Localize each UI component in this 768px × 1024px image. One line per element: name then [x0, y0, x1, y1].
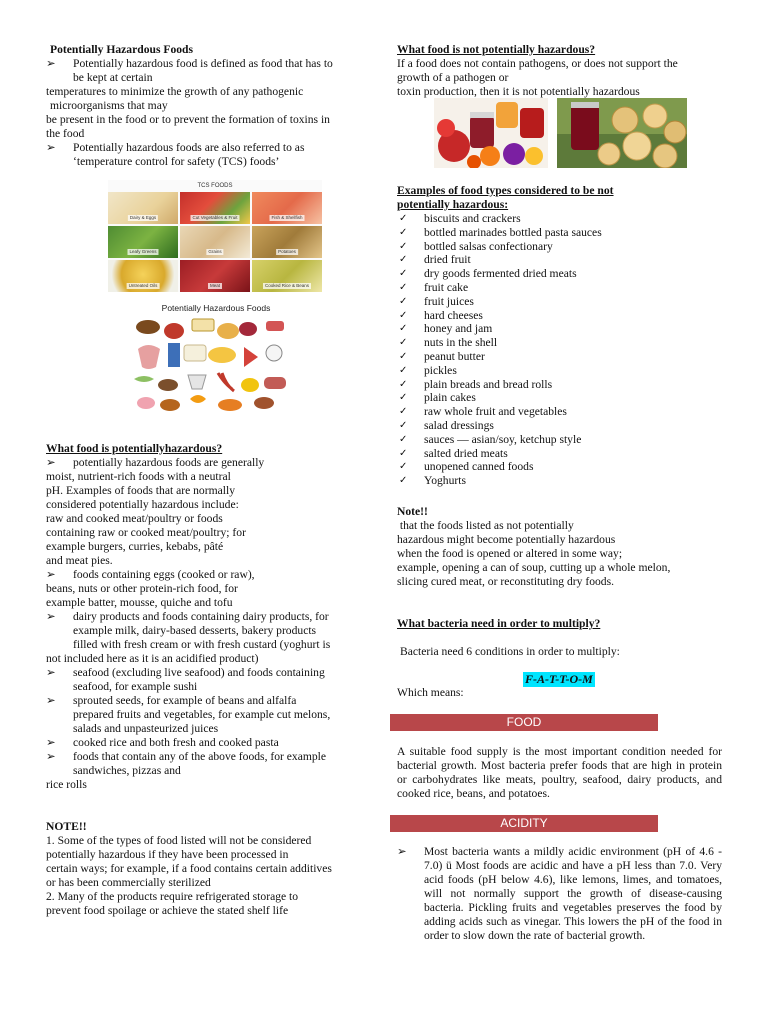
- which-means-text: Which means:: [397, 686, 464, 699]
- hazard-bullet: ➢ dairy products and foods containing dairy products, for: [46, 610, 329, 623]
- acidity-bullet: [397, 845, 722, 943]
- tcs-cell: Untreated Oils: [108, 260, 178, 292]
- example-item: [397, 447, 723, 461]
- intro-line: be kept at certain: [73, 71, 153, 84]
- bacteria-conditions-text: Bacteria need 6 conditions in order to multiply:: [400, 645, 620, 658]
- hazard-bullet: ➢ sprouted seeds, for example of beans and alfalfa: [46, 694, 297, 707]
- checkmark-icon: ✓: [399, 226, 408, 238]
- note-line: 1. Some of the types of food listed will not be considered: [46, 834, 312, 847]
- hazard-line: containing raw or cooked meat/poultry; for: [46, 526, 246, 539]
- checkmark-icon: ✓: [399, 240, 408, 252]
- example-item: [397, 460, 723, 474]
- tcs-cell: Cooked Rice & Beans: [252, 260, 322, 292]
- checkmark-icon: ✓: [399, 447, 408, 459]
- examples-list: [397, 212, 723, 488]
- example-item-label: hard cheeses: [424, 308, 483, 322]
- checkmark-icon: ✓: [399, 295, 408, 307]
- example-item-label: unopened canned foods: [424, 460, 534, 474]
- note-block: [46, 834, 376, 918]
- example-item-label: plain breads and bread rolls: [424, 377, 553, 391]
- note2-line: example, opening a can of soup, cutting up a whole melon,: [397, 561, 671, 574]
- fruit-jars-icon: [434, 98, 548, 168]
- tcs-cell: Dairy & Eggs: [108, 192, 178, 224]
- arrow-bullet-icon: ➢: [46, 568, 56, 581]
- acidity-paragraph: Most bacteria wants a mildly acidic environment (pH of 4.6 - 7.0) ü Most foods are acidic and have a pH less than 7.0. Very acid foods (pH below 4.6), like lemons, limes, and tomatoes, will not normally support the growth of disease-causing bacteria. Pickling fruits and vegetables preserves the food by adding acids such as vinegar. This lowers the pH of the food in order to slow down the rate of bacterial growth.: [424, 845, 722, 942]
- note2-line: hazardous might become potentially hazardous: [397, 533, 616, 546]
- hazard-line: example milk, dairy-based desserts, bakery products: [73, 624, 317, 637]
- example-item: [397, 378, 723, 392]
- hazard-bullet: ➢ cooked rice and both fresh and cooked pasta: [46, 736, 279, 749]
- hazard-line: salads and unpasteurized juices: [73, 722, 219, 735]
- heading-bacteria-multiply: What bacteria need in order to multiply?: [397, 617, 601, 630]
- acidity-section-bar: ACIDITY: [390, 815, 658, 832]
- hazard-line: considered potentially hazardous include:: [46, 498, 239, 511]
- example-item-label: dried fruit: [424, 253, 471, 267]
- example-item-label: pickles: [424, 363, 457, 377]
- example-item-label: fruit juices: [424, 294, 474, 308]
- note2-heading: Note!!: [397, 505, 428, 518]
- note-line: potentially hazardous if they have been processed in: [46, 848, 289, 861]
- intro-line: microorganisms that may: [50, 99, 168, 112]
- example-item: [397, 391, 723, 405]
- example-item: [397, 253, 723, 267]
- intro-line: growth of a pathogen or: [397, 71, 509, 84]
- intro-line: temperatures to minimize the growth of any pathogenic: [46, 85, 304, 98]
- example-item-label: plain cakes: [424, 391, 476, 405]
- checkmark-icon: ✓: [399, 213, 408, 224]
- example-item: [397, 419, 723, 433]
- example-item-label: dry goods fermented dried meats: [424, 267, 577, 281]
- hazard-line: not included here as it is an acidified product): [46, 652, 259, 665]
- arrow-bullet-icon: ➢: [46, 141, 56, 154]
- checkmark-icon: ✓: [399, 419, 408, 431]
- note2-line: slicing cured meat, or reconstituting dry foods.: [397, 575, 615, 588]
- intro-line: ‘temperature control for safety (TCS) foods’: [73, 155, 280, 168]
- example-item: [397, 212, 723, 226]
- arrow-bullet-icon: ➢: [46, 666, 56, 679]
- phf-image-title: Potentially Hazardous Foods: [161, 303, 271, 313]
- example-item-label: biscuits and crackers: [424, 212, 521, 225]
- tcs-cell: Grains: [180, 226, 250, 258]
- example-item-label: raw whole fruit and vegetables: [424, 405, 567, 419]
- biscuits-jam-icon: [557, 98, 687, 168]
- note-heading: NOTE!!: [46, 820, 87, 833]
- checkmark-icon: ✓: [399, 268, 408, 280]
- checkmark-icon: ✓: [399, 350, 408, 362]
- checkmark-icon: ✓: [399, 323, 408, 335]
- not-hazardous-intro: [397, 57, 727, 99]
- hazard-line: example batter, mousse, quiche and tofu: [46, 596, 233, 609]
- example-item-label: salad dressings: [424, 418, 494, 432]
- heading-not-hazardous: What food is not potentially hazardous?: [397, 43, 596, 56]
- checkmark-icon: ✓: [399, 337, 408, 349]
- arrow-bullet-icon: ➢: [397, 845, 407, 858]
- acidity-block: [397, 845, 722, 943]
- examples-heading-line: potentially hazardous:: [397, 198, 509, 211]
- arrow-bullet-icon: ➢: [46, 57, 56, 70]
- arrow-bullet-icon: ➢: [46, 750, 56, 763]
- note-line: certain ways; for example, if a food contains certain additives: [46, 862, 332, 875]
- hazard-bullet: ➢ foods that contain any of the above foods, for example: [46, 750, 327, 763]
- hazardous-list: [46, 456, 376, 792]
- checkmark-icon: ✓: [399, 475, 408, 487]
- checkmark-icon: ✓: [399, 254, 408, 266]
- examples-heading-line: Examples of food types considered to be not: [397, 184, 614, 197]
- note2-line: when the food is opened or altered in some way;: [397, 547, 623, 560]
- hazard-line: rice rolls: [46, 778, 87, 791]
- tcs-cell: Fish & Shellfish: [252, 192, 322, 224]
- tcs-cell: Meat: [180, 260, 250, 292]
- example-item: [397, 240, 723, 254]
- tcs-cell: Leafy Greens: [108, 226, 178, 258]
- checkmark-icon: ✓: [399, 461, 408, 473]
- example-item-label: nuts in the shell: [424, 336, 498, 350]
- hazard-line: and meat pies.: [46, 554, 113, 567]
- arrow-bullet-icon: ➢: [46, 736, 56, 749]
- example-item: [397, 474, 723, 488]
- example-item-label: salted dried meats: [424, 446, 508, 460]
- intro-line: be present in the food or to prevent the formation of toxins in: [46, 113, 330, 126]
- checkmark-icon: ✓: [399, 392, 408, 404]
- example-item: [397, 336, 723, 350]
- intro-block: [46, 57, 376, 169]
- examples-heading: [397, 184, 614, 212]
- phf-clipart-image: [126, 303, 306, 415]
- example-item: [397, 295, 723, 309]
- arrow-bullet-icon: ➢: [46, 610, 56, 623]
- hazard-line: seafood, for example sushi: [73, 680, 198, 693]
- checkmark-icon: ✓: [399, 309, 408, 321]
- hazard-line: prepared fruits and vegetables, for example cut melons,: [73, 708, 331, 721]
- example-item-label: Yoghurts: [424, 474, 466, 488]
- section-title-phf: Potentially Hazardous Foods: [50, 43, 193, 56]
- hazard-line: filled with fresh cream or with fresh custard (yoghurt is: [73, 638, 331, 651]
- example-item: [397, 267, 723, 281]
- checkmark-icon: ✓: [399, 406, 408, 418]
- hazard-bullet: ➢ foods containing eggs (cooked or raw),: [46, 568, 255, 581]
- food-paragraph: A suitable food supply is the most important condition needed for bacterial growth. Most bacteria prefer foods that are high in protein or carbohydrates like meats, poultry, seafood, dairy products, and cooked rice, beans, and potatoes.: [397, 745, 722, 800]
- example-item-label: fruit cake: [424, 280, 469, 294]
- example-item: [397, 405, 723, 419]
- arrow-bullet-icon: ➢: [46, 456, 56, 469]
- hazard-line: beans, nuts or other protein-rich food, for: [46, 582, 238, 595]
- heading-what-is-hazardous: What food is potentiallyhazardous?: [46, 442, 223, 455]
- intro-bullet-1: ➢ Potentially hazardous food is defined as food that has to: [46, 57, 333, 70]
- example-item: [397, 350, 723, 364]
- example-item: [397, 281, 723, 295]
- intro-line: toxin production, then it is not potentially hazardous: [397, 85, 640, 98]
- food-section-bar: FOOD: [390, 714, 658, 731]
- hazard-bullet: ➢ seafood (excluding live seafood) and foods containing: [46, 666, 325, 679]
- tcs-cell: Potatoes: [252, 226, 322, 258]
- biscuits-jam-photo: [557, 98, 687, 168]
- hazard-bullet: ➢ potentially hazardous foods are generally: [46, 456, 265, 469]
- hazard-line: moist, nutrient-rich foods with a neutral: [46, 470, 231, 483]
- note-line: 2. Many of the products require refrigerated storage to: [46, 890, 299, 903]
- checkmark-icon: ✓: [399, 364, 408, 376]
- note2-line: that the foods listed as not potentially: [397, 519, 574, 532]
- example-item-label: peanut butter: [424, 349, 485, 363]
- hazard-line: sandwiches, pizzas and: [73, 764, 181, 777]
- example-item-label: bottled salsas confectionary: [424, 239, 553, 253]
- hazard-line: raw and cooked meat/poultry or foods: [46, 512, 223, 525]
- intro-bullet-2: ➢ Potentially hazardous foods are also referred to as: [46, 141, 305, 154]
- note-line: or has been commercially sterilized: [46, 876, 211, 889]
- hazard-line: example burgers, curries, kebabs, pâté: [46, 540, 224, 553]
- example-item: [397, 433, 723, 447]
- tcs-cell: Cut Vegetables & Fruit: [180, 192, 250, 224]
- example-item: [397, 322, 723, 336]
- note-line: prevent food spoilage or achieve the stated shelf life: [46, 904, 289, 917]
- note2-block: [397, 519, 727, 589]
- example-item-label: honey and jam: [424, 322, 493, 336]
- tcs-foods-image: [108, 180, 322, 292]
- fattom-acronym: F-A-T-T-O-M: [525, 672, 593, 686]
- example-item: [397, 309, 723, 323]
- hazard-line: pH. Examples of foods that are normally: [46, 484, 235, 497]
- checkmark-icon: ✓: [399, 378, 408, 390]
- fruit-jam-photo: [434, 98, 548, 168]
- example-item-label: bottled marinades bottled pasta sauces: [424, 225, 602, 239]
- checkmark-icon: ✓: [399, 281, 408, 293]
- example-item: [397, 226, 723, 240]
- intro-line: the food: [46, 127, 85, 140]
- tcs-image-title: TCS FOODS: [197, 183, 233, 189]
- food-clipart-icon: [126, 303, 306, 415]
- arrow-bullet-icon: ➢: [46, 694, 56, 707]
- tcs-grid: [108, 192, 322, 292]
- example-item-label: sauces — asian/soy, ketchup style: [424, 432, 582, 446]
- checkmark-icon: ✓: [399, 433, 408, 445]
- intro-line: If a food does not contain pathogens, or does not support the: [397, 57, 678, 70]
- example-item: [397, 364, 723, 378]
